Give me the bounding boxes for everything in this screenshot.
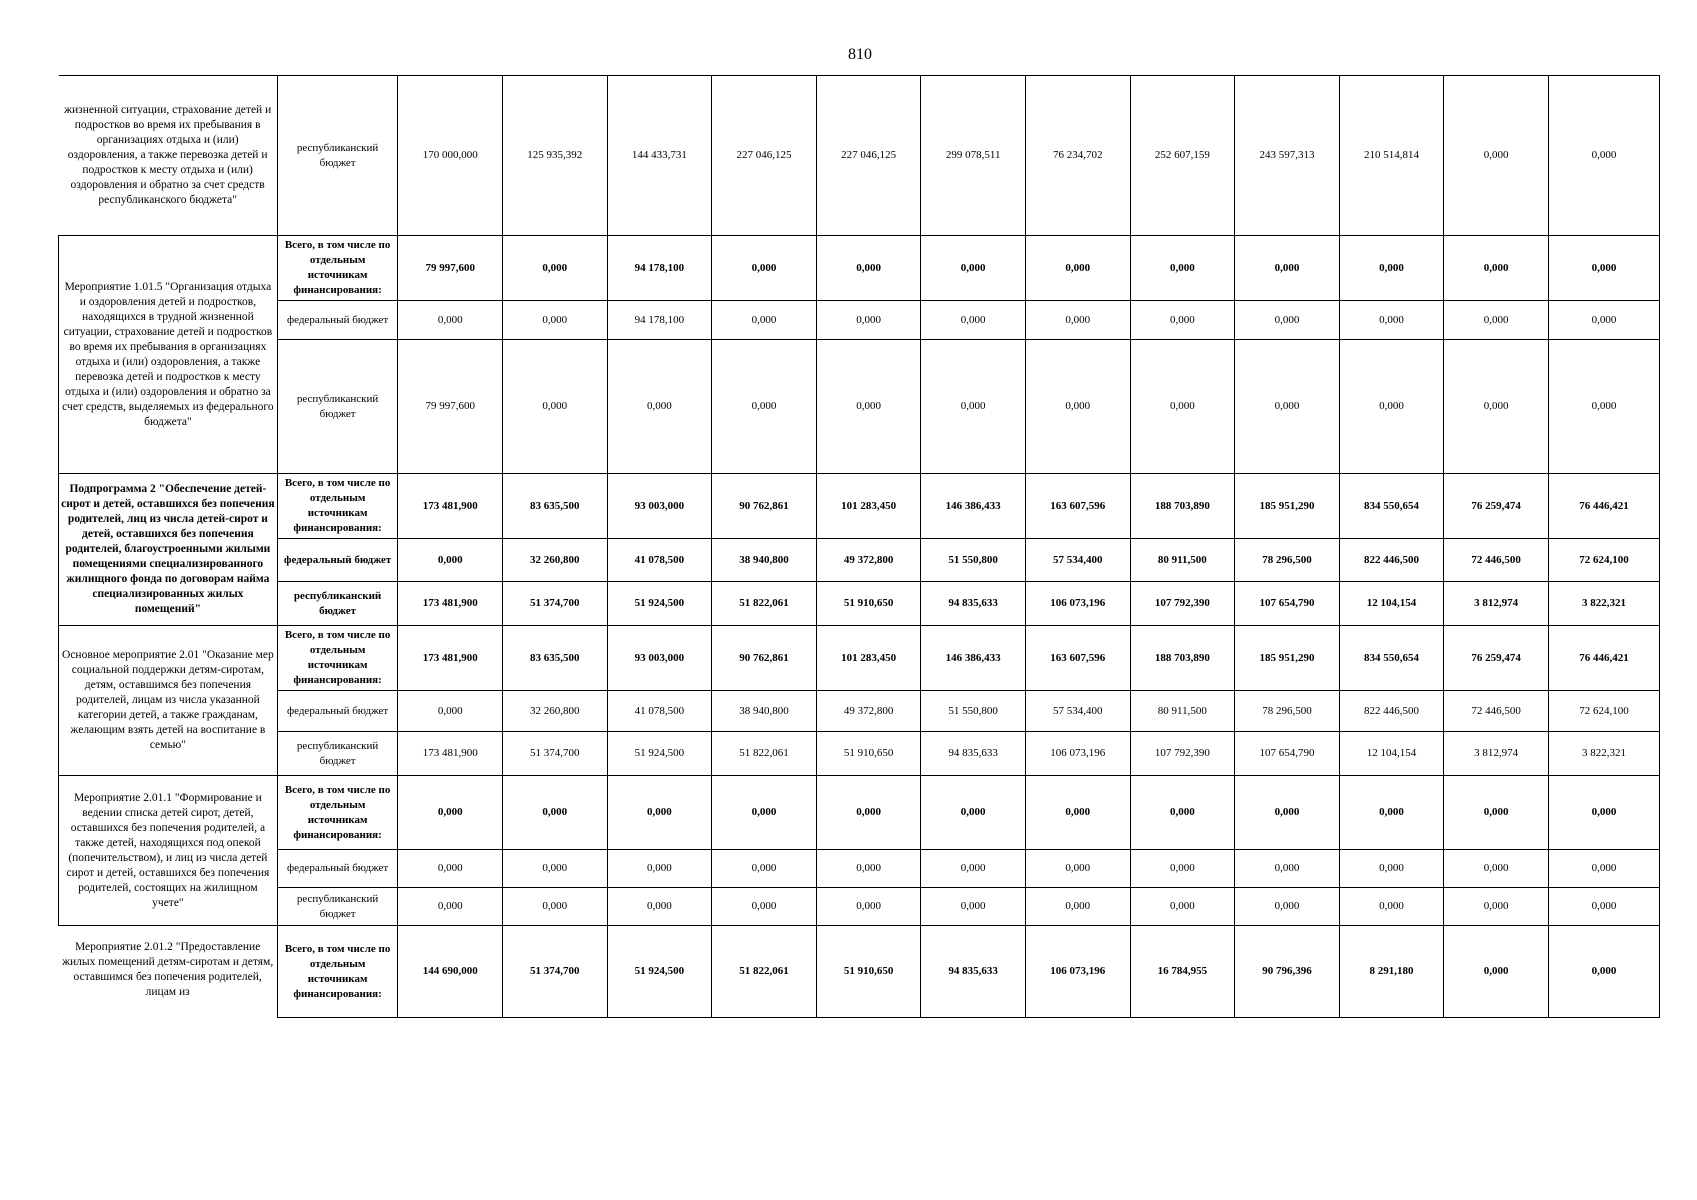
amount-cell: 0,000	[502, 236, 607, 301]
amount-cell: 41 078,500	[607, 691, 712, 732]
amount-cell: 0,000	[816, 301, 921, 340]
amount-cell: 49 372,800	[816, 691, 921, 732]
amount-cell: 163 607,596	[1025, 474, 1130, 539]
amount-cell: 0,000	[1235, 236, 1340, 301]
amount-cell: 188 703,890	[1130, 474, 1235, 539]
amount-cell: 0,000	[1235, 301, 1340, 340]
amount-cell: 834 550,654	[1339, 474, 1444, 539]
amount-cell: 0,000	[607, 776, 712, 850]
table-body	[59, 76, 1660, 1018]
amount-cell: 0,000	[921, 236, 1026, 301]
amount-cell: 106 073,196	[1025, 582, 1130, 626]
measure-label: Мероприятие 2.01.2 "Предоставление жилых помещений детям-сиротам и детям, оставшимся без попечения родителей, лицам из	[59, 926, 278, 1018]
amount-cell: 146 386,433	[921, 626, 1026, 691]
amount-cell: 227 046,125	[816, 76, 921, 236]
table-row	[59, 691, 1660, 732]
amount-cell: 0,000	[1235, 340, 1340, 474]
amount-cell: 0,000	[398, 888, 503, 926]
amount-cell: 0,000	[1339, 850, 1444, 888]
amount-cell: 0,000	[816, 776, 921, 850]
amount-cell: 3 822,321	[1548, 732, 1659, 776]
amount-cell: 94 835,633	[921, 582, 1026, 626]
amount-cell: 78 296,500	[1235, 539, 1340, 582]
amount-cell: 227 046,125	[712, 76, 817, 236]
amount-cell: 93 003,000	[607, 474, 712, 539]
amount-cell: 822 446,500	[1339, 539, 1444, 582]
amount-cell: 0,000	[1339, 888, 1444, 926]
amount-cell: 106 073,196	[1025, 732, 1130, 776]
amount-cell: 51 374,700	[502, 582, 607, 626]
table-row	[59, 776, 1660, 850]
amount-cell: 0,000	[1444, 850, 1549, 888]
amount-cell: 51 550,800	[921, 539, 1026, 582]
amount-cell: 0,000	[1444, 301, 1549, 340]
funding-source: Всего, в том числе по отдельным источникам финансирования:	[277, 776, 398, 850]
funding-source: Всего, в том числе по отдельным источникам финансирования:	[277, 926, 398, 1018]
amount-cell: 0,000	[712, 850, 817, 888]
amount-cell: 107 654,790	[1235, 582, 1340, 626]
amount-cell: 51 910,650	[816, 582, 921, 626]
amount-cell: 79 997,600	[398, 340, 503, 474]
amount-cell: 0,000	[1130, 236, 1235, 301]
amount-cell: 3 822,321	[1548, 582, 1659, 626]
table-row	[59, 732, 1660, 776]
amount-cell: 51 822,061	[712, 732, 817, 776]
amount-cell: 51 822,061	[712, 926, 817, 1018]
amount-cell: 0,000	[398, 539, 503, 582]
amount-cell: 252 607,159	[1130, 76, 1235, 236]
amount-cell: 0,000	[398, 776, 503, 850]
amount-cell: 101 283,450	[816, 474, 921, 539]
amount-cell: 72 624,100	[1548, 539, 1659, 582]
amount-cell: 0,000	[398, 691, 503, 732]
amount-cell: 125 935,392	[502, 76, 607, 236]
table-row	[59, 926, 1660, 1018]
amount-cell: 0,000	[816, 340, 921, 474]
amount-cell: 51 924,500	[607, 732, 712, 776]
amount-cell: 101 283,450	[816, 626, 921, 691]
table-row	[59, 626, 1660, 691]
amount-cell: 0,000	[1548, 76, 1659, 236]
amount-cell: 0,000	[1235, 776, 1340, 850]
funding-source: республиканский бюджет	[277, 732, 398, 776]
amount-cell: 93 003,000	[607, 626, 712, 691]
page-number: 810	[848, 46, 872, 63]
table-row	[59, 301, 1660, 340]
amount-cell: 0,000	[1025, 340, 1130, 474]
amount-cell: 144 433,731	[607, 76, 712, 236]
amount-cell: 0,000	[1025, 776, 1130, 850]
amount-cell: 78 296,500	[1235, 691, 1340, 732]
amount-cell: 0,000	[1444, 340, 1549, 474]
amount-cell: 0,000	[921, 340, 1026, 474]
amount-cell: 32 260,800	[502, 691, 607, 732]
amount-cell: 0,000	[502, 340, 607, 474]
amount-cell: 107 792,390	[1130, 732, 1235, 776]
funding-source: федеральный бюджет	[277, 850, 398, 888]
amount-cell: 12 104,154	[1339, 582, 1444, 626]
amount-cell: 51 374,700	[502, 926, 607, 1018]
amount-cell: 188 703,890	[1130, 626, 1235, 691]
funding-source: республиканский бюджет	[277, 340, 398, 474]
amount-cell: 41 078,500	[607, 539, 712, 582]
amount-cell: 83 635,500	[502, 626, 607, 691]
amount-cell: 163 607,596	[1025, 626, 1130, 691]
amount-cell: 834 550,654	[1339, 626, 1444, 691]
amount-cell: 0,000	[712, 236, 817, 301]
amount-cell: 0,000	[1444, 926, 1549, 1018]
amount-cell: 80 911,500	[1130, 539, 1235, 582]
amount-cell: 57 534,400	[1025, 539, 1130, 582]
amount-cell: 0,000	[1025, 850, 1130, 888]
amount-cell: 79 997,600	[398, 236, 503, 301]
table-row	[59, 474, 1660, 539]
amount-cell: 0,000	[1548, 236, 1659, 301]
funding-source: федеральный бюджет	[277, 301, 398, 340]
amount-cell: 0,000	[1025, 236, 1130, 301]
amount-cell: 0,000	[1130, 776, 1235, 850]
amount-cell: 822 446,500	[1339, 691, 1444, 732]
amount-cell: 90 796,396	[1235, 926, 1340, 1018]
amount-cell: 32 260,800	[502, 539, 607, 582]
amount-cell: 94 178,100	[607, 236, 712, 301]
amount-cell: 51 822,061	[712, 582, 817, 626]
table-row	[59, 850, 1660, 888]
amount-cell: 49 372,800	[816, 539, 921, 582]
amount-cell: 0,000	[1130, 340, 1235, 474]
amount-cell: 0,000	[1235, 888, 1340, 926]
funding-source: Всего, в том числе по отдельным источникам финансирования:	[277, 236, 398, 301]
amount-cell: 57 534,400	[1025, 691, 1130, 732]
amount-cell: 76 446,421	[1548, 474, 1659, 539]
funding-table-sheet	[58, 75, 1660, 1018]
amount-cell: 94 835,633	[921, 732, 1026, 776]
amount-cell: 0,000	[607, 888, 712, 926]
amount-cell: 210 514,814	[1339, 76, 1444, 236]
amount-cell: 51 910,650	[816, 926, 921, 1018]
amount-cell: 0,000	[712, 340, 817, 474]
amount-cell: 51 910,650	[816, 732, 921, 776]
amount-cell: 16 784,955	[1130, 926, 1235, 1018]
funding-source: федеральный бюджет	[277, 691, 398, 732]
amount-cell: 0,000	[921, 776, 1026, 850]
amount-cell: 0,000	[398, 850, 503, 888]
amount-cell: 0,000	[502, 850, 607, 888]
measure-label: Основное мероприятие 2.01 "Оказание мер социальной поддержки детям-сиротам, детям, оставшимся без попечения родителей, лицам из числа указанной категории детей, а также гражданам, желающим взять детей на воспитание в семью"	[59, 626, 278, 776]
funding-source: Всего, в том числе по отдельным источникам финансирования:	[277, 626, 398, 691]
amount-cell: 76 259,474	[1444, 626, 1549, 691]
amount-cell: 51 924,500	[607, 926, 712, 1018]
funding-source: Всего, в том числе по отдельным источникам финансирования:	[277, 474, 398, 539]
amount-cell: 51 550,800	[921, 691, 1026, 732]
amount-cell: 0,000	[816, 888, 921, 926]
amount-cell: 38 940,800	[712, 691, 817, 732]
amount-cell: 90 762,861	[712, 474, 817, 539]
amount-cell: 0,000	[1235, 850, 1340, 888]
amount-cell: 0,000	[712, 301, 817, 340]
amount-cell: 0,000	[1444, 76, 1549, 236]
amount-cell: 0,000	[1130, 850, 1235, 888]
amount-cell: 0,000	[1548, 888, 1659, 926]
amount-cell: 0,000	[921, 888, 1026, 926]
funding-source: республиканский бюджет	[277, 582, 398, 626]
amount-cell: 0,000	[502, 301, 607, 340]
amount-cell: 106 073,196	[1025, 926, 1130, 1018]
amount-cell: 12 104,154	[1339, 732, 1444, 776]
amount-cell: 0,000	[502, 888, 607, 926]
amount-cell: 51 374,700	[502, 732, 607, 776]
amount-cell: 0,000	[1339, 301, 1444, 340]
table-row	[59, 340, 1660, 474]
measure-label: Подпрограмма 2 "Обеспечение детей-сирот и детей, оставшихся без попечения родителей, лиц из числа детей-сирот и детей, оставшихся без попечения родителей, благоустроенными жилыми помещениями специализированного жилищного фонда по договорам найма специализированных жилых помещений"	[59, 474, 278, 626]
amount-cell: 90 762,861	[712, 626, 817, 691]
amount-cell: 0,000	[1444, 236, 1549, 301]
amount-cell: 0,000	[1444, 888, 1549, 926]
amount-cell: 0,000	[1548, 301, 1659, 340]
amount-cell: 243 597,313	[1235, 76, 1340, 236]
amount-cell: 0,000	[607, 340, 712, 474]
amount-cell: 0,000	[398, 301, 503, 340]
amount-cell: 0,000	[1548, 340, 1659, 474]
funding-source: республиканский бюджет	[277, 76, 398, 236]
amount-cell: 3 812,974	[1444, 732, 1549, 776]
amount-cell: 0,000	[712, 776, 817, 850]
amount-cell: 0,000	[816, 236, 921, 301]
amount-cell: 173 481,900	[398, 732, 503, 776]
amount-cell: 83 635,500	[502, 474, 607, 539]
table-row	[59, 539, 1660, 582]
table-row	[59, 236, 1660, 301]
amount-cell: 173 481,900	[398, 582, 503, 626]
measure-label: жизненной ситуации, страхование детей и подростков во время их пребывания в организациях отдыха и (или) оздоровления, а также перевозка детей и подростков к месту отдыха и (или) оздоровления и обратно за счет средств республиканского бюджета"	[59, 76, 278, 236]
amount-cell: 0,000	[1548, 850, 1659, 888]
amount-cell: 0,000	[1548, 776, 1659, 850]
amount-cell: 0,000	[1339, 776, 1444, 850]
measure-label: Мероприятие 1.01.5 "Организация отдыха и оздоровления детей и подростков, находящихся в трудной жизненной ситуации, страхование детей и подростков во время их пребывания в организациях отдыха и (или) оздоровления, а также перевозка детей и подростков к месту отдыха и (или) оздоровления и обратно за счет средств, выделяемых из федерального бюджета"	[59, 236, 278, 474]
table-row	[59, 582, 1660, 626]
amount-cell: 107 792,390	[1130, 582, 1235, 626]
amount-cell: 51 924,500	[607, 582, 712, 626]
amount-cell: 0,000	[502, 776, 607, 850]
table-viewport	[58, 72, 1663, 1102]
amount-cell: 0,000	[1025, 301, 1130, 340]
amount-cell: 38 940,800	[712, 539, 817, 582]
funding-table	[58, 75, 1660, 1018]
amount-cell: 72 624,100	[1548, 691, 1659, 732]
amount-cell: 0,000	[1130, 301, 1235, 340]
amount-cell: 146 386,433	[921, 474, 1026, 539]
amount-cell: 185 951,290	[1235, 474, 1340, 539]
amount-cell: 94 835,633	[921, 926, 1026, 1018]
amount-cell: 0,000	[1339, 236, 1444, 301]
amount-cell: 3 812,974	[1444, 582, 1549, 626]
amount-cell: 173 481,900	[398, 626, 503, 691]
funding-source: республиканский бюджет	[277, 888, 398, 926]
amount-cell: 0,000	[1548, 926, 1659, 1018]
amount-cell: 0,000	[1025, 888, 1130, 926]
amount-cell: 0,000	[712, 888, 817, 926]
amount-cell: 0,000	[1130, 888, 1235, 926]
amount-cell: 72 446,500	[1444, 691, 1549, 732]
amount-cell: 80 911,500	[1130, 691, 1235, 732]
amount-cell: 173 481,900	[398, 474, 503, 539]
amount-cell: 0,000	[921, 850, 1026, 888]
amount-cell: 107 654,790	[1235, 732, 1340, 776]
amount-cell: 0,000	[607, 850, 712, 888]
amount-cell: 170 000,000	[398, 76, 503, 236]
amount-cell: 76 259,474	[1444, 474, 1549, 539]
table-row	[59, 888, 1660, 926]
table-row	[59, 76, 1660, 236]
amount-cell: 8 291,180	[1339, 926, 1444, 1018]
amount-cell: 0,000	[816, 850, 921, 888]
amount-cell: 0,000	[1339, 340, 1444, 474]
amount-cell: 185 951,290	[1235, 626, 1340, 691]
measure-label: Мероприятие 2.01.1 "Формирование и ведении списка детей сирот, детей, оставшихся без попечения родителей, а также детей, находящихся под опекой (попечительством), и лиц из числа детей сирот и детей, оставшихся без попечения родителей, состоящих на жилищном учете"	[59, 776, 278, 926]
amount-cell: 0,000	[1444, 776, 1549, 850]
funding-source: федеральный бюджет	[277, 539, 398, 582]
amount-cell: 76 446,421	[1548, 626, 1659, 691]
amount-cell: 299 078,511	[921, 76, 1026, 236]
amount-cell: 76 234,702	[1025, 76, 1130, 236]
amount-cell: 72 446,500	[1444, 539, 1549, 582]
amount-cell: 144 690,000	[398, 926, 503, 1018]
amount-cell: 0,000	[921, 301, 1026, 340]
amount-cell: 94 178,100	[607, 301, 712, 340]
